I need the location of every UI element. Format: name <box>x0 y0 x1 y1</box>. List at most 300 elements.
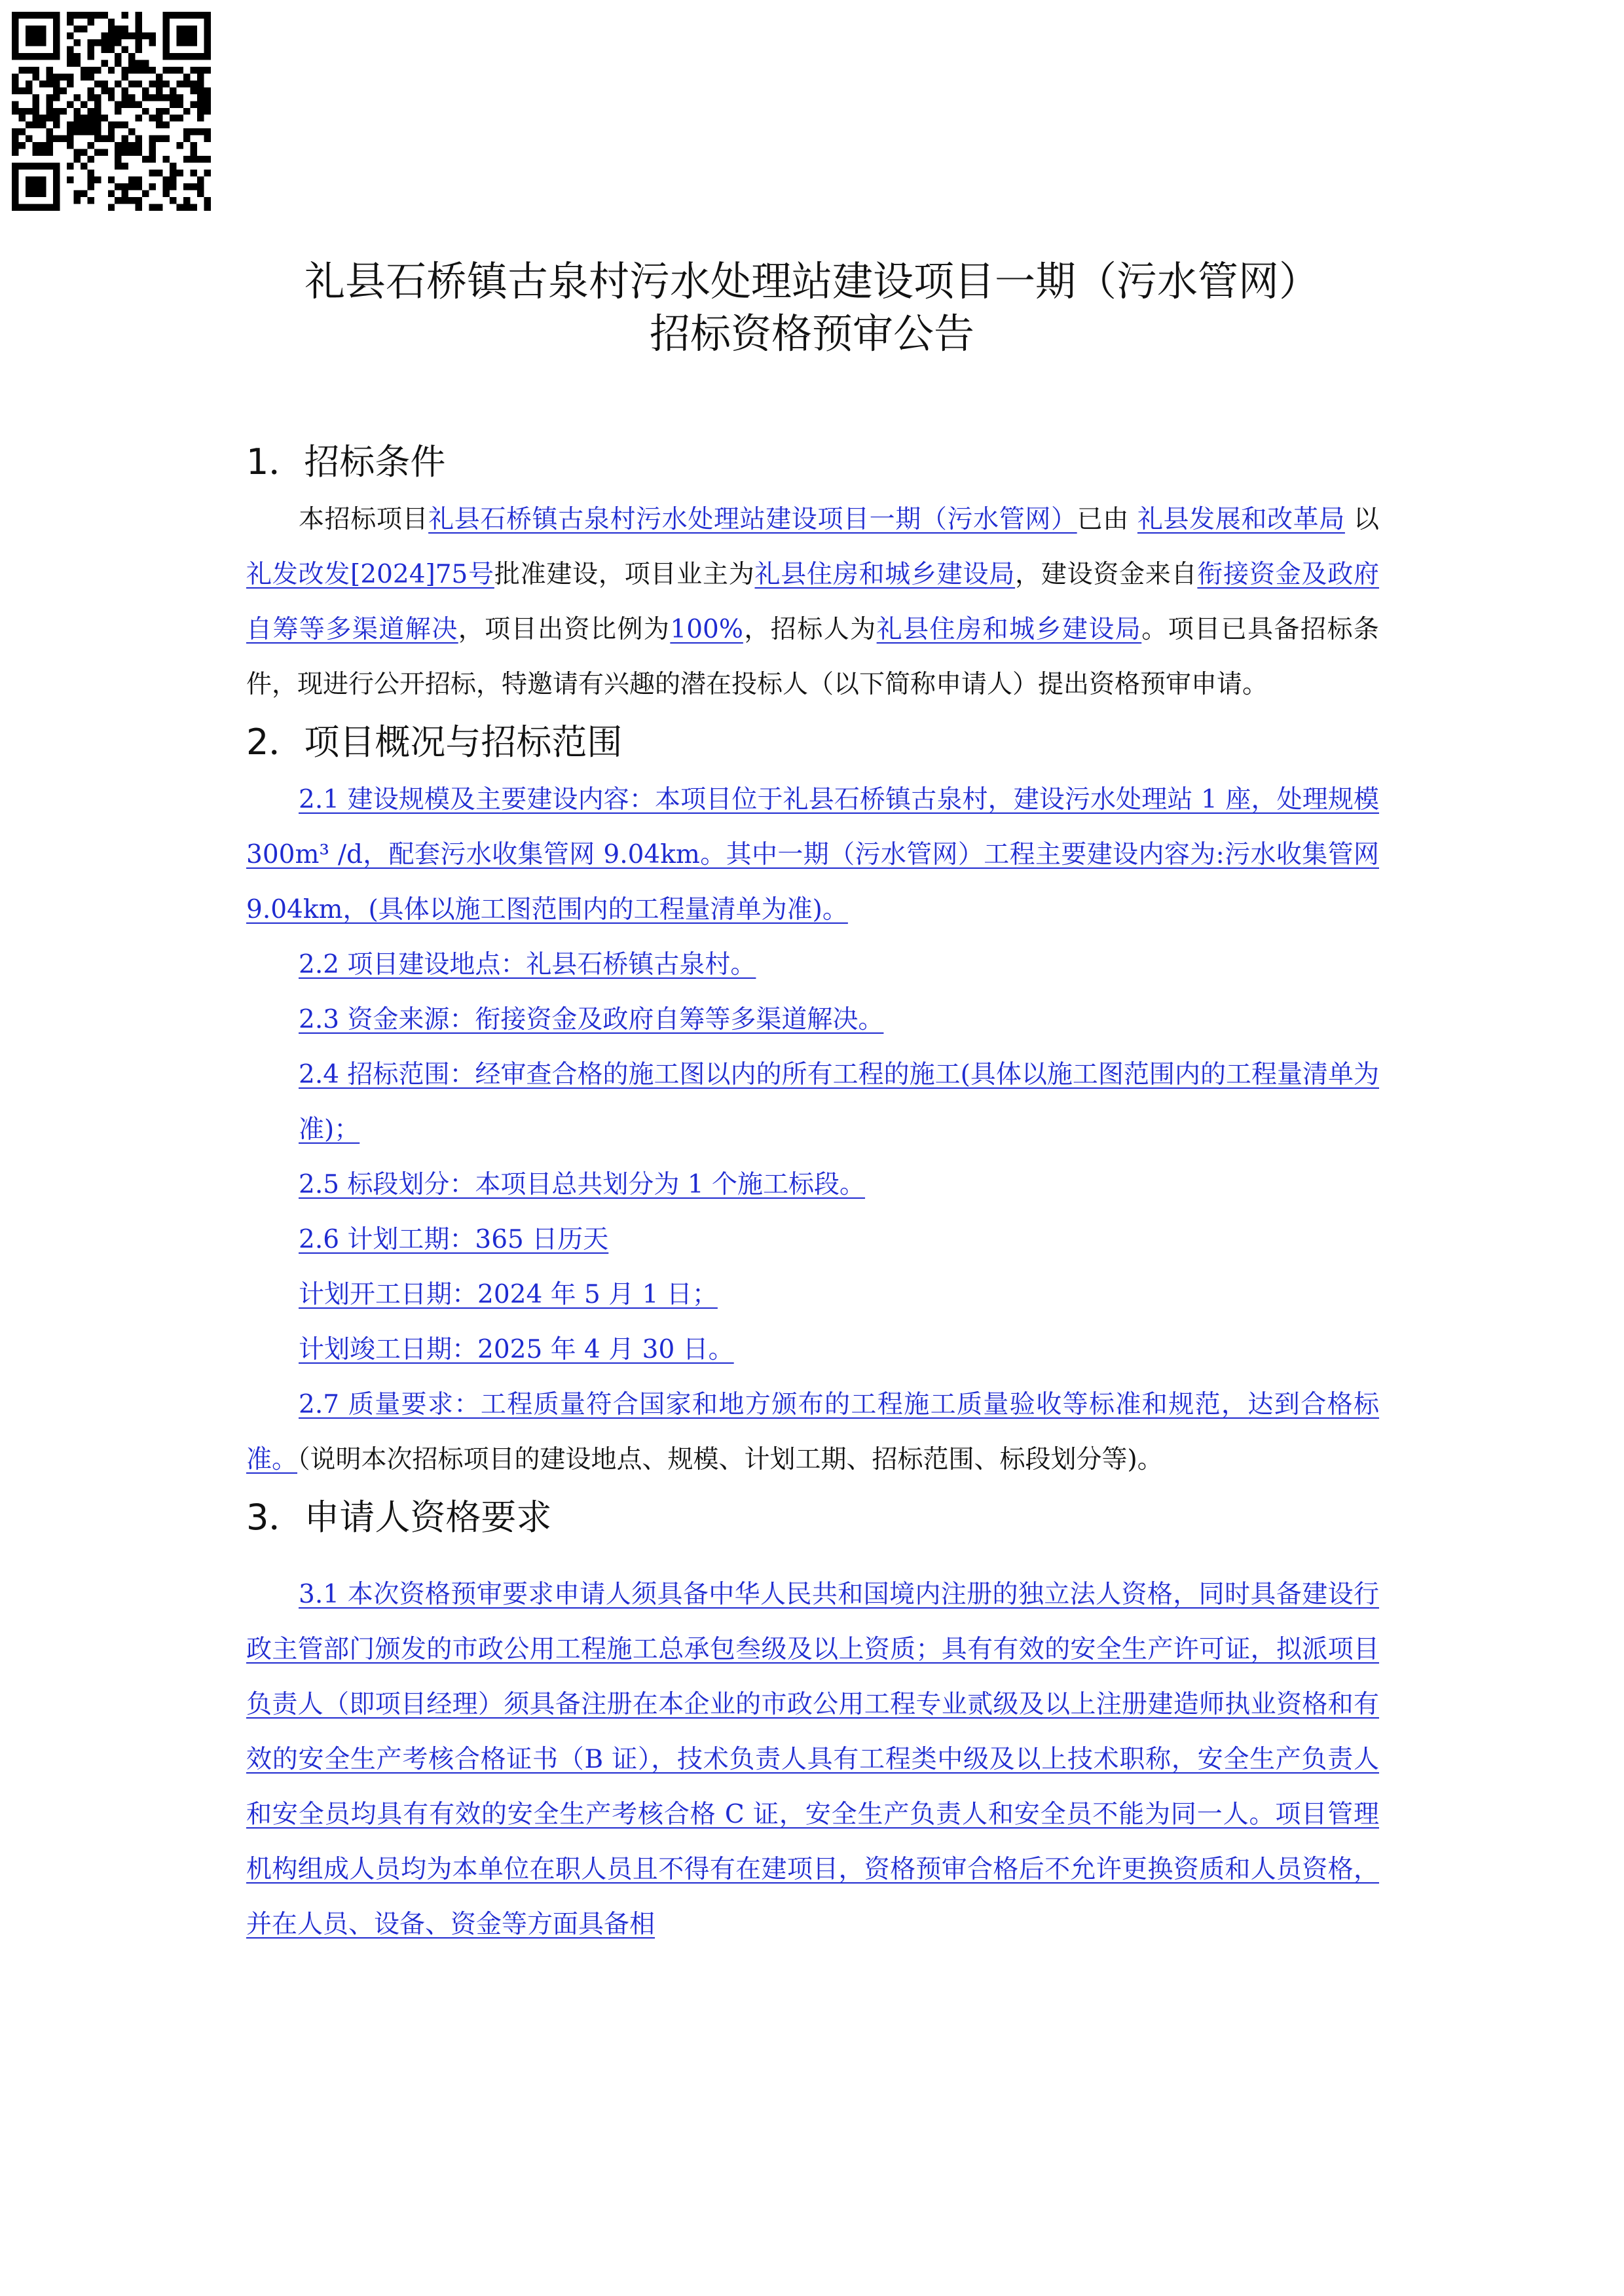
qr-module <box>163 108 170 115</box>
qr-module <box>94 108 101 115</box>
qr-module <box>73 191 80 197</box>
planned-end-date <box>246 1322 1379 1377</box>
qr-module <box>73 26 80 32</box>
qr-module <box>81 67 87 73</box>
qr-module <box>115 149 121 156</box>
qr-module <box>156 87 162 94</box>
qr-module <box>197 177 204 183</box>
qr-module <box>39 149 46 156</box>
qr-module <box>183 204 190 211</box>
qr-module <box>136 81 142 87</box>
qr-module <box>204 108 211 115</box>
qr-module <box>53 115 60 121</box>
qr-module <box>67 18 73 25</box>
qr-module <box>197 73 204 80</box>
approval-docno-link[interactable]: 礼发改发[2024]75号 <box>246 560 494 589</box>
qr-module <box>149 67 156 73</box>
qr-module <box>204 156 211 162</box>
qr-module <box>156 136 162 142</box>
qr-module <box>128 149 135 156</box>
qr-module <box>122 183 128 190</box>
qr-module <box>73 115 80 121</box>
qr-module <box>53 108 60 115</box>
qr-module <box>67 46 73 52</box>
qr-module <box>149 32 156 39</box>
qr-module <box>163 156 170 162</box>
qr-module <box>142 108 149 115</box>
qr-module <box>12 108 18 115</box>
qr-module <box>87 170 94 176</box>
qr-module <box>67 12 73 18</box>
qr-module <box>128 183 135 190</box>
item-2-6 <box>246 1212 1379 1267</box>
qr-module <box>122 32 128 39</box>
qr-module <box>81 12 87 18</box>
qr-module <box>136 197 142 204</box>
qr-module <box>67 60 73 66</box>
planned-start-link[interactable]: 计划开工日期：2024 年 5 月 1 日； <box>299 1280 718 1309</box>
qr-module <box>170 183 176 190</box>
qr-module <box>32 142 39 149</box>
item-2-3 <box>246 993 1379 1048</box>
qr-module <box>73 60 80 66</box>
qr-module <box>73 39 80 46</box>
qr-module <box>136 60 142 66</box>
qr-module <box>115 60 121 66</box>
section-1-heading: 1．招标条件 <box>246 441 446 483</box>
qr-module <box>122 149 128 156</box>
qr-module <box>101 87 107 94</box>
section-2-heading: 2．项目概况与招标范围 <box>246 721 623 763</box>
item-2-7-link[interactable]: 2.7 质量要求：工程质量符合国家和地方颁布的工程施工质量验收等标准和规范，达到合格标准。 <box>246 1390 1379 1474</box>
qr-module <box>122 122 128 128</box>
qr-module <box>191 87 197 94</box>
qr-module <box>197 67 204 73</box>
qr-module <box>142 87 149 94</box>
qr-module <box>87 53 94 60</box>
qr-module <box>197 108 204 115</box>
qr-module <box>60 73 66 80</box>
qr-module <box>67 128 73 135</box>
qr-module <box>191 128 197 135</box>
qr-module <box>108 46 115 52</box>
qr-module <box>26 81 32 87</box>
qr-module <box>67 101 73 107</box>
qr-module <box>12 101 18 107</box>
qr-module <box>149 142 156 149</box>
qr-module <box>101 115 107 121</box>
qr-module <box>122 142 128 149</box>
qr-module <box>67 53 73 60</box>
qr-module <box>163 122 170 128</box>
qr-module <box>32 108 39 115</box>
qr-module <box>128 94 135 101</box>
qr-module <box>101 32 107 39</box>
qr-module <box>87 18 94 25</box>
qr-module <box>163 136 170 142</box>
qr-module <box>170 163 176 170</box>
qr-module <box>87 39 94 46</box>
qr-module <box>81 122 87 128</box>
qr-module <box>115 108 121 115</box>
qr-module <box>156 115 162 121</box>
qr-module <box>197 87 204 94</box>
qr-module <box>67 81 73 87</box>
qr-module <box>67 177 73 183</box>
project-name-link[interactable]: 礼县石桥镇古泉村污水处理站建设项目一期（污水管网） <box>428 505 1077 534</box>
item-2-note: （说明本次招标项目的建设地点、规模、计划工期、招标范围、标段划分等)。 <box>297 1445 1163 1474</box>
qr-module <box>108 128 115 135</box>
qr-module <box>177 115 183 121</box>
qr-module <box>197 128 204 135</box>
qr-module <box>136 142 142 149</box>
section-3-heading: 3．申请人资格要求 <box>246 1497 552 1538</box>
qr-module <box>101 136 107 142</box>
qr-module <box>81 26 87 32</box>
qr-module <box>204 67 211 73</box>
qr-module <box>128 53 135 60</box>
qr-module <box>46 115 52 121</box>
qr-module <box>183 128 190 135</box>
qr-module <box>149 204 156 211</box>
qr-module <box>183 108 190 115</box>
qr-module <box>197 115 204 121</box>
item-2-2 <box>246 938 1379 993</box>
qr-module <box>32 115 39 121</box>
qr-module <box>122 94 128 101</box>
qr-module <box>142 94 149 101</box>
qr-module <box>101 81 107 87</box>
qr-module <box>191 183 197 190</box>
qr-module <box>115 81 121 87</box>
qr-module <box>136 39 142 46</box>
qr-module <box>108 18 115 25</box>
qr-module <box>115 32 121 39</box>
qr-module <box>108 191 115 197</box>
qr-module <box>136 67 142 73</box>
qr-module <box>12 136 18 142</box>
qr-module <box>191 156 197 162</box>
owner-link[interactable]: 礼县住房和城乡建设局 <box>754 560 1016 589</box>
qr-module <box>18 115 25 121</box>
item-2-5-link[interactable]: 2.5 标段划分：本项目总共划分为 1 个施工标段。 <box>299 1170 866 1199</box>
qr-module <box>81 101 87 107</box>
qr-module <box>170 115 176 121</box>
qr-module <box>128 32 135 39</box>
qr-module <box>101 149 107 156</box>
qr-module <box>142 32 149 39</box>
qr-module <box>101 60 107 66</box>
qr-module <box>122 101 128 107</box>
qr-module <box>136 136 142 142</box>
qr-module <box>32 73 39 80</box>
qr-module <box>101 46 107 52</box>
qr-module <box>87 122 94 128</box>
qr-module <box>87 115 94 121</box>
qr-module <box>128 128 135 135</box>
qr-module <box>73 122 80 128</box>
qr-module <box>67 163 73 170</box>
qr-module <box>136 149 142 156</box>
qr-module <box>53 136 60 142</box>
qr-module <box>108 177 115 183</box>
qr-module <box>197 81 204 87</box>
qr-module <box>122 73 128 80</box>
qr-module <box>46 136 52 142</box>
qr-module <box>136 26 142 32</box>
qr-module <box>142 60 149 66</box>
qr-module <box>170 101 176 107</box>
qr-module <box>101 12 107 18</box>
qr-module <box>170 170 176 176</box>
qr-module <box>115 183 121 190</box>
qr-module <box>115 101 121 107</box>
qr-module <box>81 191 87 197</box>
qr-module <box>128 60 135 66</box>
qr-module <box>87 156 94 162</box>
qr-module <box>32 122 39 128</box>
qr-module <box>73 12 80 18</box>
qr-module <box>108 39 115 46</box>
qr-module <box>170 67 176 73</box>
qr-module <box>32 67 39 73</box>
qr-module <box>108 204 115 211</box>
item-2-1-link[interactable]: 2.1 建设规模及主要建设内容：本项目位于礼县石桥镇古泉村，建设污水处理站 1 座，处理规模 300m³ /d，配套污水收集管网 9.04km。其中一期（污水管网）工程主要建设内容为:污水收集管网 9.04km，(具体以施工图范围内的工程量清单为准)。 <box>246 785 1379 924</box>
qr-module <box>12 87 18 94</box>
qr-module <box>136 18 142 25</box>
document-body <box>246 432 1379 1952</box>
qr-module <box>53 81 60 87</box>
qr-module <box>142 191 149 197</box>
qr-module <box>191 67 197 73</box>
qr-module <box>73 128 80 135</box>
qr-module <box>87 67 94 73</box>
qr-module <box>177 170 183 176</box>
qr-module <box>67 122 73 128</box>
qr-module <box>156 81 162 87</box>
qr-module <box>18 128 25 135</box>
qr-module <box>81 128 87 135</box>
qr-module <box>12 149 18 156</box>
qr-module <box>115 26 121 32</box>
qr-module <box>122 163 128 170</box>
qr-module <box>122 26 128 32</box>
qr-module <box>87 87 94 94</box>
section-1-paragraph: 本招标项目礼县石桥镇古泉村污水处理站建设项目一期（污水管网）已由 礼县发展和改革局 以礼发改发[2024]75号批准建设，项目业主为礼县住房和城乡建设局，建设资金来自衔接资金及政府自筹等多渠道解决，项目出资比例为100%，招标人为礼县住房和城乡建设局。项目已具备招标条件，现进行公开招标，特邀请有兴趣的潜在投标人（以下简称申请人）提出资格预审申请。 <box>246 505 1379 699</box>
qr-module <box>149 94 156 101</box>
qr-module <box>73 197 80 204</box>
qr-module <box>149 170 156 176</box>
qr-module <box>115 122 121 128</box>
qr-module <box>177 142 183 149</box>
qr-module <box>18 67 25 73</box>
qr-module <box>46 128 52 135</box>
qr-module <box>136 177 142 183</box>
qr-module <box>204 204 211 211</box>
qr-module <box>26 67 32 73</box>
item-2-3-link[interactable]: 2.3 资金来源：衔接资金及政府自筹等多渠道解决。 <box>299 1005 884 1034</box>
qr-module <box>128 67 135 73</box>
qr-module <box>108 26 115 32</box>
qr-module <box>197 183 204 190</box>
qr-module <box>191 81 197 87</box>
qr-module <box>60 87 66 94</box>
qr-module <box>191 101 197 107</box>
qr-module <box>46 94 52 101</box>
qr-module <box>163 81 170 87</box>
qr-module <box>94 149 101 156</box>
qr-module <box>177 101 183 107</box>
document-title-line-1: 礼县石桥镇古泉村污水处理站建设项目一期（污水管网） <box>304 257 1320 305</box>
qr-module <box>156 94 162 101</box>
qr-module <box>163 191 170 197</box>
qr-module <box>18 108 25 115</box>
qr-module <box>94 81 101 87</box>
qr-module <box>128 197 135 204</box>
qr-module <box>94 136 101 142</box>
approver-link[interactable]: 礼县发展和改革局 <box>1137 505 1345 534</box>
qr-module <box>39 122 46 128</box>
qr-module <box>183 136 190 142</box>
qr-module <box>115 163 121 170</box>
qr-module <box>156 170 162 176</box>
document-title-line-2: 招标资格预审公告 <box>649 310 974 357</box>
item-2-2-link[interactable]: 2.2 项目建设地点：礼县石桥镇古泉村。 <box>299 950 756 979</box>
qr-module <box>183 73 190 80</box>
qr-module <box>94 94 101 101</box>
qr-module <box>81 163 87 170</box>
qr-module <box>177 94 183 101</box>
item-2-5 <box>246 1157 1379 1212</box>
qr-module <box>115 142 121 149</box>
qr-module <box>204 170 211 176</box>
qr-module <box>128 142 135 149</box>
qr-module <box>73 156 80 162</box>
qr-module <box>67 32 73 39</box>
qr-module <box>94 39 101 46</box>
qr-module <box>87 12 94 18</box>
qr-module <box>87 108 94 115</box>
fund-ratio-link[interactable]: 100% <box>670 615 743 644</box>
qr-module <box>149 39 156 46</box>
qr-module <box>156 122 162 128</box>
item-2-6-link[interactable]: 2.6 计划工期：365 日历天 <box>299 1225 609 1254</box>
qr-module <box>122 197 128 204</box>
qr-module <box>108 67 115 73</box>
qr-module <box>53 73 60 80</box>
tenderer-link[interactable]: 礼县住房和城乡建设局 <box>876 615 1142 644</box>
qr-module <box>191 204 197 211</box>
qr-module <box>128 177 135 183</box>
qr-module <box>87 177 94 183</box>
qr-module <box>142 67 149 73</box>
qr-module <box>163 94 170 101</box>
qr-module <box>12 81 18 87</box>
item-3-1-link[interactable]: 3.1 本次资格预审要求申请人须具备中华人民共和国境内注册的独立法人资格，同时具备建设行政主管部门颁发的市政公用工程施工总承包叁级及以上资质；具有有效的安全生产许可证，拟派项目负责人（即项目经理）须具备注册在本企业的市政公用工程专业贰级及以上注册建造师执业资格和有效的安全生产考核合格证书（B 证），技术负责人具有工程类中级及以上技术职称，安全生产负责人和安全员均具有有效的安全生产考核合格 C 证，安全生产负责人和安全员不能为同一人。项目管理机构组成人员均为本单位在职人员且不得有在建项目，资格预审合格后不允许更换资质和人员资格，并在人员、设备、资金等方面具备相 <box>246 1580 1379 1939</box>
qr-module <box>136 204 142 211</box>
qr-module <box>26 136 32 142</box>
qr-module <box>87 94 94 101</box>
qr-module <box>18 87 25 94</box>
qr-module <box>156 73 162 80</box>
fund-source-link[interactable]: 衔接资金及政府自筹等多渠道解决 <box>246 560 1379 644</box>
qr-module <box>12 128 18 135</box>
qr-module <box>94 115 101 121</box>
qr-module <box>170 94 176 101</box>
qr-module <box>101 39 107 46</box>
planned-end-link[interactable]: 计划竣工日期：2025 年 4 月 30 日。 <box>299 1335 734 1364</box>
qr-module <box>163 183 170 190</box>
qr-module <box>156 204 162 211</box>
qr-module <box>46 149 52 156</box>
qr-module <box>73 108 80 115</box>
qr-module <box>115 39 121 46</box>
qr-module <box>81 115 87 121</box>
qr-module <box>94 67 101 73</box>
qr-module <box>94 177 101 183</box>
qr-module <box>46 67 52 73</box>
qr-module <box>191 142 197 149</box>
qr-module <box>87 142 94 149</box>
qr-module <box>26 87 32 94</box>
qr-module <box>46 142 52 149</box>
qr-module <box>108 122 115 128</box>
item-2-4 <box>246 1048 1379 1157</box>
qr-module <box>60 136 66 142</box>
qr-module <box>170 197 176 204</box>
qr-module <box>12 142 18 149</box>
qr-module <box>191 170 197 176</box>
qr-module <box>136 101 142 107</box>
qr-module <box>73 53 80 60</box>
qr-module <box>197 156 204 162</box>
qr-module <box>46 101 52 107</box>
qr-module <box>87 128 94 135</box>
qr-module <box>46 81 52 87</box>
qr-module <box>32 94 39 101</box>
qr-module <box>177 204 183 211</box>
qr-module <box>122 191 128 197</box>
qr-module <box>39 142 46 149</box>
qr-module <box>204 197 211 204</box>
qr-module <box>67 136 73 142</box>
qr-module <box>108 87 115 94</box>
qr-module <box>87 197 94 204</box>
qr-module <box>122 136 128 142</box>
qr-module <box>18 142 25 149</box>
qr-module <box>170 177 176 183</box>
qr-module <box>197 191 204 197</box>
qr-module <box>94 101 101 107</box>
qr-module <box>60 108 66 115</box>
qr-code <box>12 12 211 211</box>
qr-module <box>115 156 121 162</box>
qr-module <box>204 94 211 101</box>
qr-module <box>183 197 190 204</box>
item-2-4-link[interactable]: 2.4 招标范围：经审查合格的施工图以内的所有工程的施工(具体以施工图范围内的工程量清单为准)； <box>299 1060 1379 1144</box>
qr-module <box>136 32 142 39</box>
qr-module <box>197 101 204 107</box>
qr-module <box>128 81 135 87</box>
item-3-1 <box>246 1567 1379 1952</box>
item-2-1 <box>246 773 1379 938</box>
qr-module <box>136 12 142 18</box>
qr-module <box>177 81 183 87</box>
qr-module <box>94 122 101 128</box>
qr-module <box>156 108 162 115</box>
qr-module <box>163 67 170 73</box>
qr-module <box>115 197 121 204</box>
